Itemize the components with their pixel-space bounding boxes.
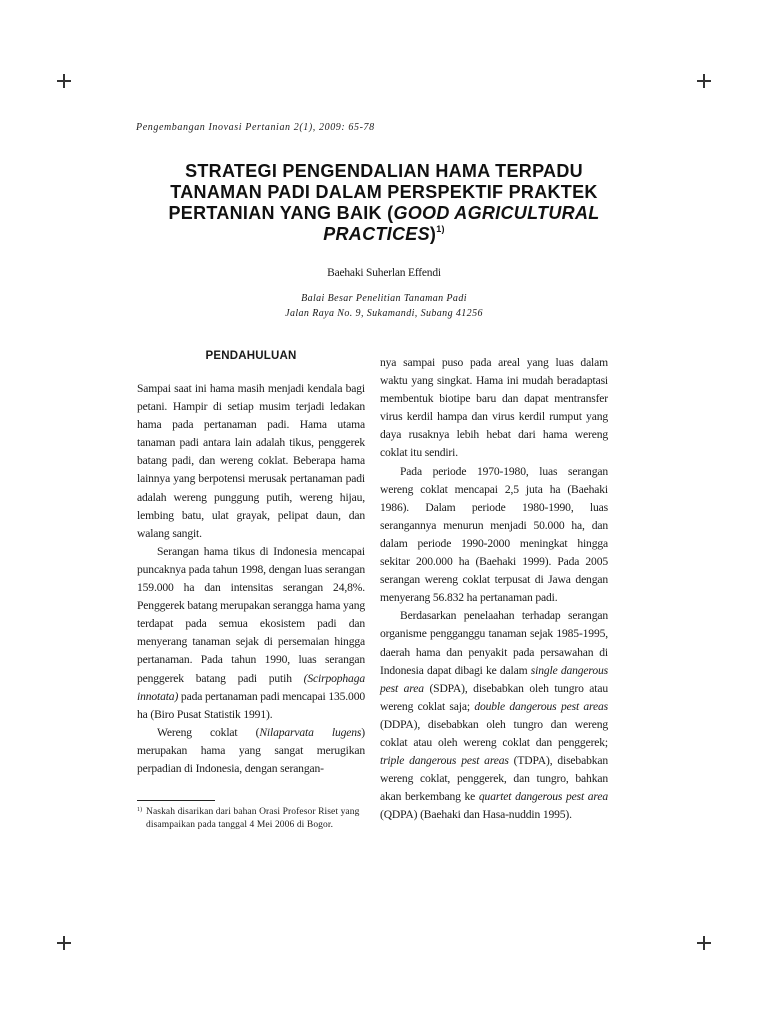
paragraph — [380, 607, 608, 824]
paragraph — [137, 543, 365, 724]
footnote-marker: 1) — [137, 807, 143, 813]
title-line-3-plain: PERTANIAN YANG BAIK ( — [168, 203, 394, 223]
crop-mark-top-right — [697, 74, 711, 88]
left-column — [137, 380, 365, 778]
text-run: Berdasarkan penelaahan terhadap serangan organisme pengganggu tanaman sejak 1985-1995, daerah hama dan penyakit pada persawahan di Indonesia dapat dibagi ke dalam — [380, 609, 608, 677]
author-name: Baehaki Suherlan Effendi — [327, 267, 441, 279]
title-line-1: STRATEGI PENGENDALIAN HAMA TERPADU — [185, 161, 583, 181]
text-run: (QDPA) (Baehaki dan Hasa-nuddin 1995). — [380, 808, 572, 822]
title-footnote-marker: 1) — [436, 224, 445, 234]
paragraph: nya sampai puso pada areal yang luas dalam waktu yang singkat. Hama ini mudah beradaptasi membentuk biotipe baru dan dapat mentransfer virus kerdil hampa dan virus kerdil rumput yang daya rusaknya lebih hebat dari hama wereng coklat itu sendiri. — [380, 356, 608, 460]
crop-mark-bottom-right — [697, 936, 711, 950]
footnote-text: Naskah disarikan dari bahan Orasi Profesor Riset yang disampaikan pada tanggal 4 Mei 2006 di Bogor. — [146, 807, 360, 830]
affiliation-institution: Balai Besar Penelitian Tanaman Padi — [301, 293, 467, 304]
text-run: (DDPA), disebabkan oleh tungro dan wereng coklat atau oleh wereng coklat dan penggerek; — [380, 717, 608, 749]
text-run: (TDPA), disebabkan wereng coklat, penggerek, dan tungro, bahkan akan berkembang ke — [380, 754, 609, 804]
title-line-4-italic: PRACTICES — [323, 224, 430, 244]
affiliation-address: Jalan Raya No. 9, Sukamandi, Subang 41256 — [285, 308, 483, 319]
title-line-4-close: ) — [429, 224, 437, 244]
text-run: (SDPA), disebabkan oleh tungro atau wereng coklat saja; — [380, 681, 608, 713]
crop-mark-bottom-left — [57, 936, 71, 950]
text-run: pada pertanaman padi mencapai 135.000 ha (Biro Pusat Statistik 1991). — [137, 689, 365, 721]
term: triple dangerous pest areas — [380, 754, 509, 768]
title-line-4 — [136, 224, 632, 245]
species-name: Nilaparvata lugens — [259, 725, 362, 739]
term: quartet dangerous pest area — [478, 790, 608, 804]
affiliation — [136, 291, 632, 321]
term: double dangerous pest areas — [474, 699, 608, 713]
crop-mark-top-left — [57, 74, 71, 88]
paper-title — [136, 161, 632, 245]
footnote — [137, 806, 365, 832]
footnote-divider — [137, 800, 215, 801]
text-run: ) merupakan hama yang sangat merugikan perpadian di Indonesia, dengan serangan- — [137, 725, 365, 775]
right-column — [380, 354, 608, 824]
title-line-3-italic: GOOD AGRICULTURAL — [393, 203, 600, 223]
title-line-3 — [136, 203, 632, 224]
species-name: (Scirpophaga innotata) — [137, 671, 365, 703]
paragraph: Pada periode 1970-1980, luas serangan wereng coklat mencapai 2,5 juta ha (Baehaki 1986). Dalam periode 1980-1990, luas serangannya menurun menjadi 50.000 ha, dan dalam periode 1990-2000 meningkat hingga sekitar 200.000 ha (Baehaki 1999). Pada 2005 serangan wereng coklat terpusat di Jawa dengan menyerang 56.832 ha pertanaman padi. — [380, 464, 608, 605]
text-run: Wereng coklat ( — [157, 725, 260, 739]
running-head: Pengembangan Inovasi Pertanian 2(1), 2009: 65-78 — [136, 122, 375, 133]
section-heading: PENDAHULUAN — [205, 350, 297, 362]
term: single dangerous pest area — [380, 663, 609, 695]
title-line-2: TANAMAN PADI DALAM PERSPEKTIF PRAKTEK — [170, 182, 598, 202]
paragraph — [137, 724, 365, 778]
text-run: Serangan hama tikus di Indonesia mencapai puncaknya pada tahun 1998, dengan luas serangan 159.000 ha dan intensitas serangan 24,8%. Penggerek batang merupakan serangga hama yang terdapat pada semua ekosistem padi dan menyerang tanaman sejak di persemaian hingga pertanaman. Pada tahun 1990, luas serangan penggerek batang padi putih — [137, 544, 365, 685]
paragraph: Sampai saat ini hama masih menjadi kendala bagi petani. Hampir di setiap musim terjadi ledakan hama pada pertanaman padi. Hama utama tanaman padi antara lain adalah tikus, penggerek batang padi, dan wereng coklat. Beberapa hama lainnya yang berpotensi merusak pertanaman padi adalah wereng punggung putih, wereng hijau, lembing batu, ulat grayak, pelipat daun, dan walang sangit. — [137, 382, 365, 540]
